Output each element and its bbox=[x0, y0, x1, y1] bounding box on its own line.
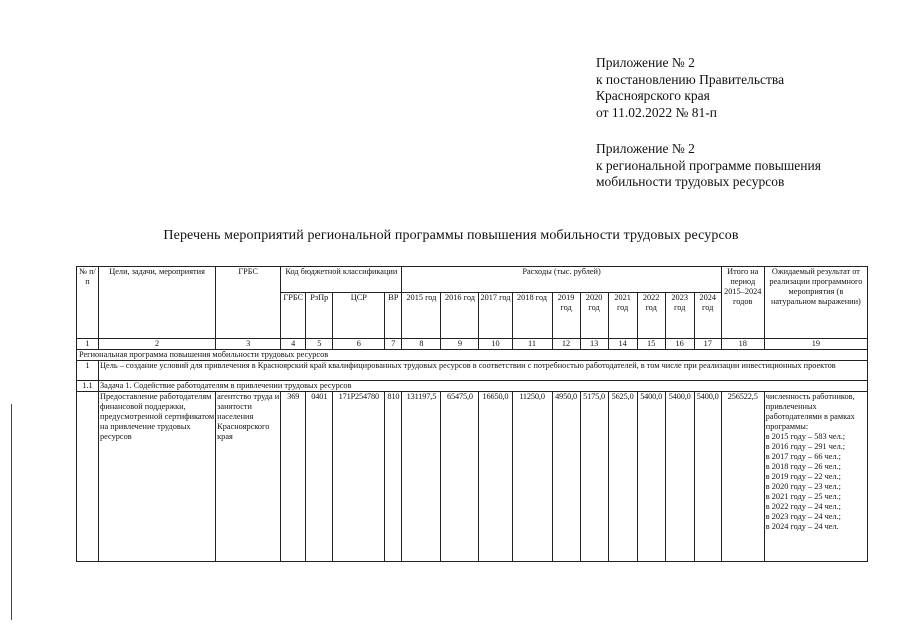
column-number: 13 bbox=[580, 339, 608, 350]
amount-2017: 16650,0 bbox=[479, 392, 512, 562]
amount-total: 256522,5 bbox=[721, 392, 764, 562]
task-row bbox=[77, 381, 868, 392]
header-grbs-code: ГРБС bbox=[281, 293, 306, 339]
column-number: 12 bbox=[552, 339, 580, 350]
column-number: 10 bbox=[479, 339, 512, 350]
amount-2016: 65475,0 bbox=[441, 392, 479, 562]
header-year-2019: 2019 год bbox=[552, 293, 580, 339]
scan-edge-line bbox=[11, 404, 12, 620]
column-number: 14 bbox=[608, 339, 637, 350]
column-number: 2 bbox=[99, 339, 216, 350]
column-number: 18 bbox=[721, 339, 764, 350]
measures-table bbox=[76, 266, 868, 562]
amount-2024: 5400,0 bbox=[694, 392, 721, 562]
measure-number bbox=[77, 392, 99, 562]
column-number: 4 bbox=[281, 339, 306, 350]
measure-grbs: агентство труда и занятости населения Красноярского края bbox=[216, 392, 281, 562]
header-expected-result: Ожидаемый результат от реализации программного мероприятия (в натуральном выражении) bbox=[764, 267, 867, 339]
result-year-item: в 2021 году – 25 чел.; bbox=[765, 492, 841, 501]
attachment-line: Красноярского края bbox=[596, 88, 710, 103]
header-budget-code: Код бюджетной классификации bbox=[281, 267, 402, 293]
column-number: 15 bbox=[637, 339, 665, 350]
header-expenses: Расходы (тыс. рублей) bbox=[402, 267, 721, 293]
document-title: Перечень мероприятий региональной программы повышения мобильности трудовых ресурсов bbox=[163, 228, 739, 243]
header-num: № п/п bbox=[77, 267, 99, 339]
header-year-2024: 2024 год bbox=[694, 293, 721, 339]
measure-name: Предоставление работодателям финансовой поддержки, предусмотренной сертификатом на привлечение трудовых ресурсов bbox=[99, 392, 216, 562]
column-number: 3 bbox=[216, 339, 281, 350]
program-title: Региональная программа повышения мобильности трудовых ресурсов bbox=[77, 350, 868, 361]
header-year-2023: 2023 год bbox=[665, 293, 694, 339]
result-year-item: в 2020 году – 23 чел.; bbox=[765, 482, 841, 491]
header-year-2016: 2016 год bbox=[441, 293, 479, 339]
header-year-2020: 2020 год bbox=[580, 293, 608, 339]
header-goals: Цели, задачи, мероприятия bbox=[99, 267, 216, 339]
program-row bbox=[77, 350, 868, 361]
column-number: 17 bbox=[694, 339, 721, 350]
attachment-line: к региональной программе повышения bbox=[596, 157, 821, 173]
column-number: 16 bbox=[665, 339, 694, 350]
attachment-line: Приложение № 2 bbox=[596, 55, 695, 70]
expected-result bbox=[764, 392, 867, 562]
amount-2015: 131197,5 bbox=[402, 392, 441, 562]
measure-row bbox=[77, 392, 868, 562]
amount-2022: 5400,0 bbox=[637, 392, 665, 562]
amount-2023: 5400,0 bbox=[665, 392, 694, 562]
amount-2019: 4950,0 bbox=[552, 392, 580, 562]
column-number: 9 bbox=[441, 339, 479, 350]
header-year-2022: 2022 год bbox=[637, 293, 665, 339]
goal-row bbox=[77, 361, 868, 381]
measure-vr: 810 bbox=[385, 392, 402, 562]
result-year-item: в 2019 году – 22 чел.; bbox=[765, 472, 841, 481]
measure-csr: 171P254780 bbox=[333, 392, 385, 562]
header-csr: ЦСР bbox=[333, 293, 385, 339]
result-year-item: в 2023 году – 24 чел.; bbox=[765, 512, 841, 521]
task-number: 1.1 bbox=[77, 381, 99, 392]
result-year-item: в 2018 году – 26 чел.; bbox=[765, 462, 841, 471]
header-year-2021: 2021 год bbox=[608, 293, 637, 339]
measure-rzpr: 0401 bbox=[306, 392, 333, 562]
column-number: 7 bbox=[385, 339, 402, 350]
attachment-header-program bbox=[596, 141, 821, 191]
column-number: 19 bbox=[764, 339, 867, 350]
header-year-2017: 2017 год bbox=[479, 293, 512, 339]
amount-2021: 5625,0 bbox=[608, 392, 637, 562]
amount-2018: 11250,0 bbox=[512, 392, 552, 562]
header-vr: ВР bbox=[385, 293, 402, 339]
column-number: 5 bbox=[306, 339, 333, 350]
goal-number: 1 bbox=[77, 361, 99, 381]
column-numbers-row bbox=[77, 339, 868, 350]
result-year-item: в 2016 году – 291 чел.; bbox=[765, 442, 846, 451]
column-number: 8 bbox=[402, 339, 441, 350]
column-number: 6 bbox=[333, 339, 385, 350]
result-year-item: в 2017 году – 66 чел.; bbox=[765, 452, 841, 461]
column-number: 1 bbox=[77, 339, 99, 350]
attachment-header-resolution bbox=[596, 55, 784, 121]
result-year-item: в 2022 году – 24 чел.; bbox=[765, 502, 841, 511]
attachment-line: мобильности трудовых ресурсов bbox=[596, 174, 785, 189]
attachment-line: к постановлению Правительства bbox=[596, 71, 785, 87]
header-total: Итого на период 2015–2024 годов bbox=[721, 267, 764, 339]
result-year-item: в 2015 году – 583 чел.; bbox=[765, 432, 846, 441]
goal-text: Цель – создание условий для привлечения в Красноярский край квалифицированных трудовых ресурсов в соответствии с потребностью работодателей, в том числе при реализации инвестиционных проектов bbox=[99, 361, 868, 381]
header-grbs: ГРБС bbox=[216, 267, 281, 339]
header-year-2015: 2015 год bbox=[402, 293, 441, 339]
task-text: Задача 1. Содействие работодателям в привлечении трудовых ресурсов bbox=[99, 381, 868, 392]
attachment-line: Приложение № 2 bbox=[596, 141, 695, 156]
measure-grbs-code: 369 bbox=[281, 392, 306, 562]
header-year-2018: 2018 год bbox=[512, 293, 552, 339]
amount-2020: 5175,0 bbox=[580, 392, 608, 562]
column-number: 11 bbox=[512, 339, 552, 350]
header-rzpr: РзПр bbox=[306, 293, 333, 339]
attachment-line: от 11.02.2022 № 81-п bbox=[596, 104, 717, 120]
result-intro: численность работников, привлеченных работодателями в рамках программы: bbox=[765, 392, 855, 431]
header-row-top bbox=[77, 267, 868, 293]
result-year-item: в 2024 году – 24 чел. bbox=[765, 522, 839, 531]
